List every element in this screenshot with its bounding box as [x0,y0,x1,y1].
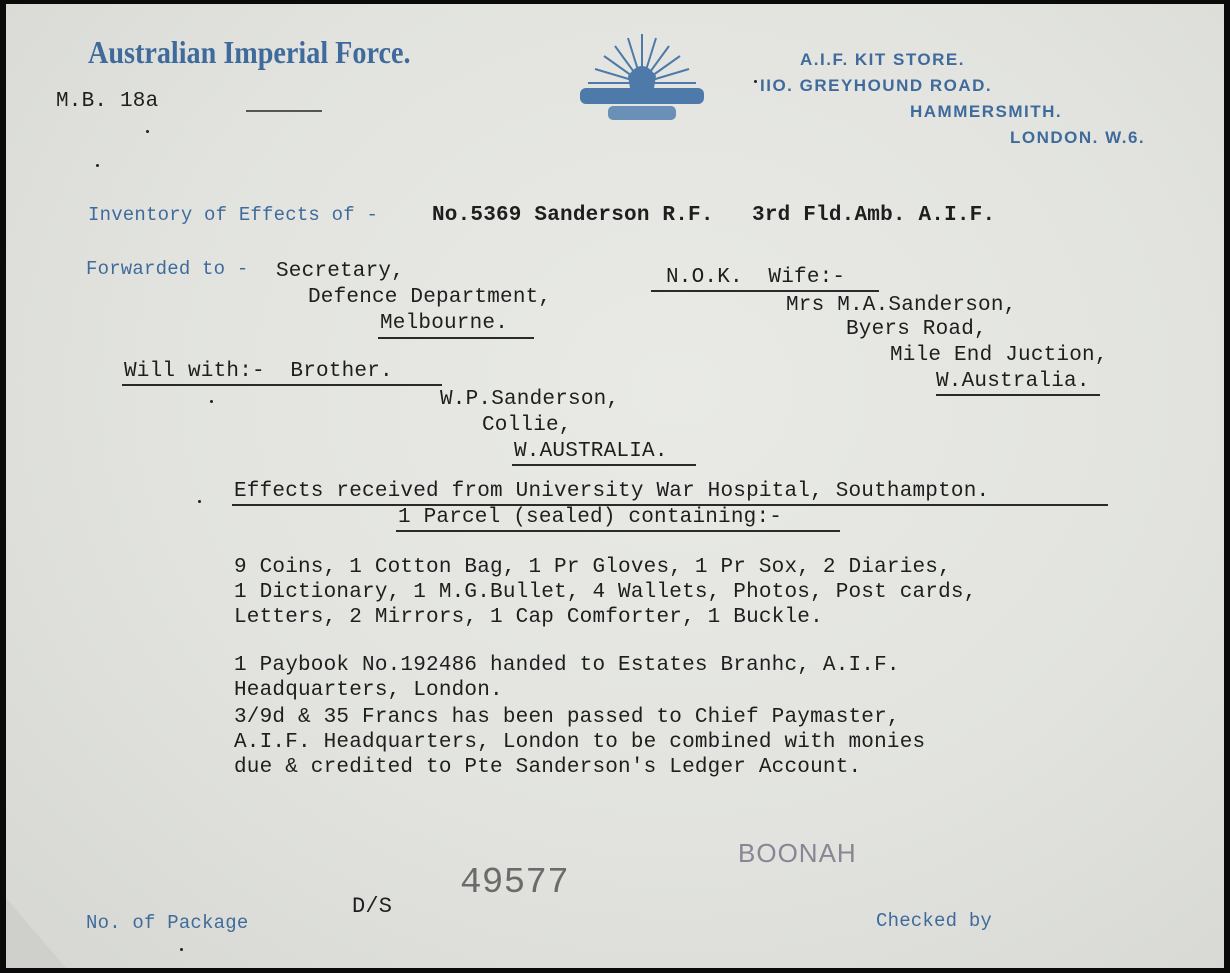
reference-number: 49577 [460,862,570,903]
form-number-rule [246,110,322,112]
nok-line-2: Byers Road, [846,318,987,341]
paper-speck [146,130,149,133]
paper-speck [96,164,99,167]
organization-title: Australian Imperial Force. [88,34,411,70]
nok-line-4: W.Australia. [936,370,1090,393]
paper-speck [180,948,183,951]
folded-corner [6,898,66,968]
paper-speck [198,500,201,503]
package-label: No. of Package [86,912,249,934]
address-line-2: IIO. GREYHOUND ROAD. [760,76,993,95]
forwarded-line-3: Melbourne. [380,312,509,335]
nok-rule [651,290,879,292]
forwarded-label: Forwarded to - [86,258,249,280]
nok-line-3: Mile End Juction, [890,344,1108,367]
checked-label: Checked by [876,910,993,932]
forwarded-line-2: Defence Department, [308,286,552,309]
rising-sun-badge-icon [568,28,716,128]
note-line-4: A.I.F. Headquarters, London to be combined with monies [234,731,926,754]
ds-mark: D/S [352,894,393,919]
effects-item-line-1: 9 Coins, 1 Cotton Bag, 1 Pr Gloves, 1 Pr Sox, 2 Diaries, [234,556,951,579]
will-rule [122,384,442,386]
paper-speck [754,80,757,83]
effects-item-line-3: Letters, 2 Mirrors, 1 Cap Comforter, 1 Buckle. [234,606,823,629]
note-line-1: 1 Paybook No.192486 handed to Estates Branhc, A.I.F. [234,654,900,677]
boonah-stamp: BOONAH [738,838,857,868]
will-line-2: Collie, [482,414,572,437]
note-line-2: Headquarters, London. [234,679,503,702]
nok-line-1: Mrs M.A.Sanderson, [786,294,1017,317]
soldier-details: No.5369 Sanderson R.F. 3rd Fld.Amb. A.I.F. [432,204,996,227]
effects-heading: Effects received from University War Hospital, Southampton. [234,480,990,503]
effects-item-line-2: 1 Dictionary, 1 M.G.Bullet, 4 Wallets, Photos, Post cards, [234,581,977,604]
will-line-3: W.AUSTRALIA. [514,440,668,463]
address-line-1: A.I.F. KIT STORE. [800,50,965,69]
will-line-1: W.P.Sanderson, [440,388,620,411]
form-number: M.B. 18a [56,90,159,113]
inventory-label: Inventory of Effects of - [88,204,379,226]
document-sheet [6,4,1224,968]
forwarded-rule [378,337,534,339]
address-line-4: LONDON. W.6. [1010,128,1146,147]
note-line-3: 3/9d & 35 Francs has been passed to Chief Paymaster, [234,706,900,729]
effects-subheading: 1 Parcel (sealed) containing:- [398,506,783,529]
address-line-3: HAMMERSMITH. [910,102,1063,121]
nok-label: N.O.K. Wife:- [666,266,846,289]
will-label: Will with:- Brother. [124,360,393,383]
will-address-rule [512,464,696,466]
effects-subheading-rule [396,530,840,532]
forwarded-line-1: Secretary, [276,260,405,283]
nok-address-rule [936,394,1100,396]
note-line-5: due & credited to Pte Sanderson's Ledger Account. [234,756,862,779]
paper-speck [210,400,213,403]
